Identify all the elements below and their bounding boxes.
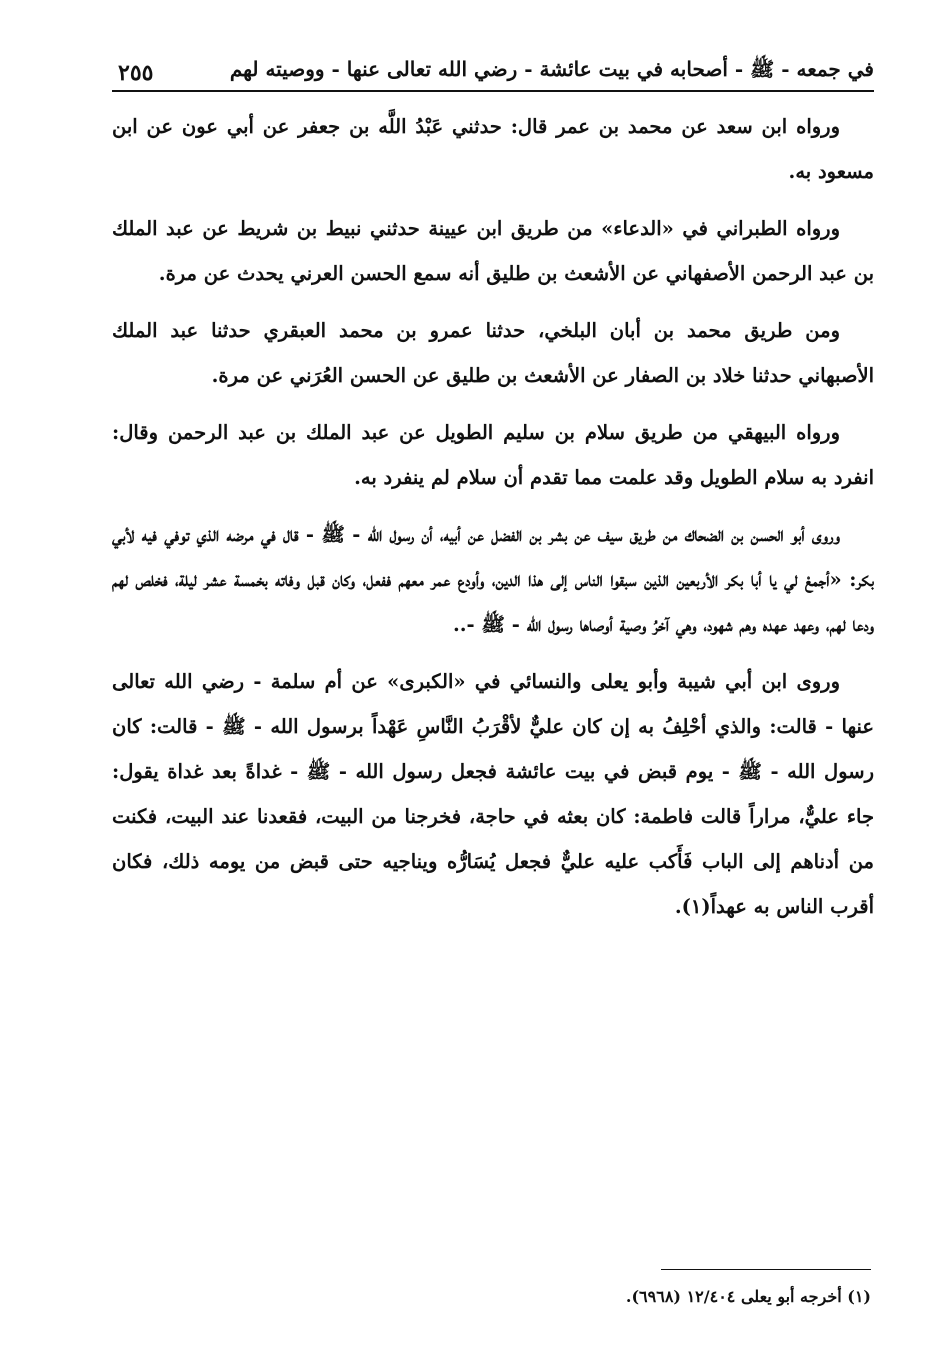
paragraph-3: ومن طريق محمد بن أبان البلخي، حدثنا عمرو بن محمد العبقري حدثنا عبد الملك الأصبهاني حدثنا خلاد بن الصفار عن الأشعث بن طليق عن الحسن العُرَني عن مرة.: [112, 319, 874, 387]
main-text: [112, 104, 874, 941]
paragraph-1: ورواه ابن سعد عن محمد بن عمر قال: حدثني عَبْدُ اللَّه بن جعفر عن أبي عون عن ابن مسعود به.: [112, 115, 874, 183]
running-title: في جمعه - ﷺ - أصحابه في بيت عائشة - رضي الله تعالى عنها - ووصيته لهم: [229, 57, 874, 81]
page-number: ٢٥٥: [118, 60, 154, 86]
footnote-divider: [661, 1269, 871, 1270]
paragraph-2: ورواه الطبراني في «الدعاء» من طريق ابن عيينة حدثني نبيط بن شريط عن عبد الملك بن عبد الرحمن الأصفهاني عن الأشعث بن طليق أنه سمع الحسن العرني يحدث عن مرة.: [112, 217, 874, 285]
paragraph-5: وروى أبو الحسن بن الضحاك من طريق سيف عن بشر بن الفضل عن أبيه، أن رسول الله - ﷺ - قال في مرضه الذي توفي فيه لأبي بكر: «أجمعْ لي يا أبا بكر الأربعين الذين سبقوا الناس إلى هذا الدين، وأودع عمر معهم ففعل، وكان قبل وفاته بخمسة عشر ليلة، فخلص لهم ودعا لهم، وعهد عهده وهم شهود، وهي آخرُ وصية أوصاها رسول الله - ﷺ -..: [112, 523, 874, 636]
paragraph-4: ورواه البيهقي من طريق سلام بن سليم الطويل عن عبد الملك بن عبد الرحمن وقال: انفرد به سلام الطويل وقد علمت مما تقدم أن سلام لم ينفرد به.: [112, 421, 874, 489]
running-header: [112, 52, 874, 92]
footnote-1: (١) أخرجه أبو يعلى ١٢/٤٠٤ (٦٩٦٨).: [625, 1287, 871, 1306]
paragraph-6: وروى ابن أبي شيبة وأبو يعلى والنسائي في «الكبرى» عن أم سلمة - رضي الله تعالى عنها - قالت: والذي أحْلِفُ به إن كان عليٌّ لأقْرَبُ النَّاسِ عَهْداً برسول الله - ﷺ - قالت: كان رسول الله - ﷺ - يوم قبض في بيت عائشة فجعل رسول الله - ﷺ - غداةً بعد غداة يقول: جاء عليٌّ، مراراً قالت فاطمة: كان بعثه في حاجة، فخرجنا من البيت، فقعدنا عند البيت، فكنت من أدناهم إلى الباب فَأَكب عليه عليٌّ فجعل يُسَارُّه ويناجيه حتى قبض من يومه ذلك، فكان أقرب الناس به عهداً(١).: [112, 670, 874, 918]
